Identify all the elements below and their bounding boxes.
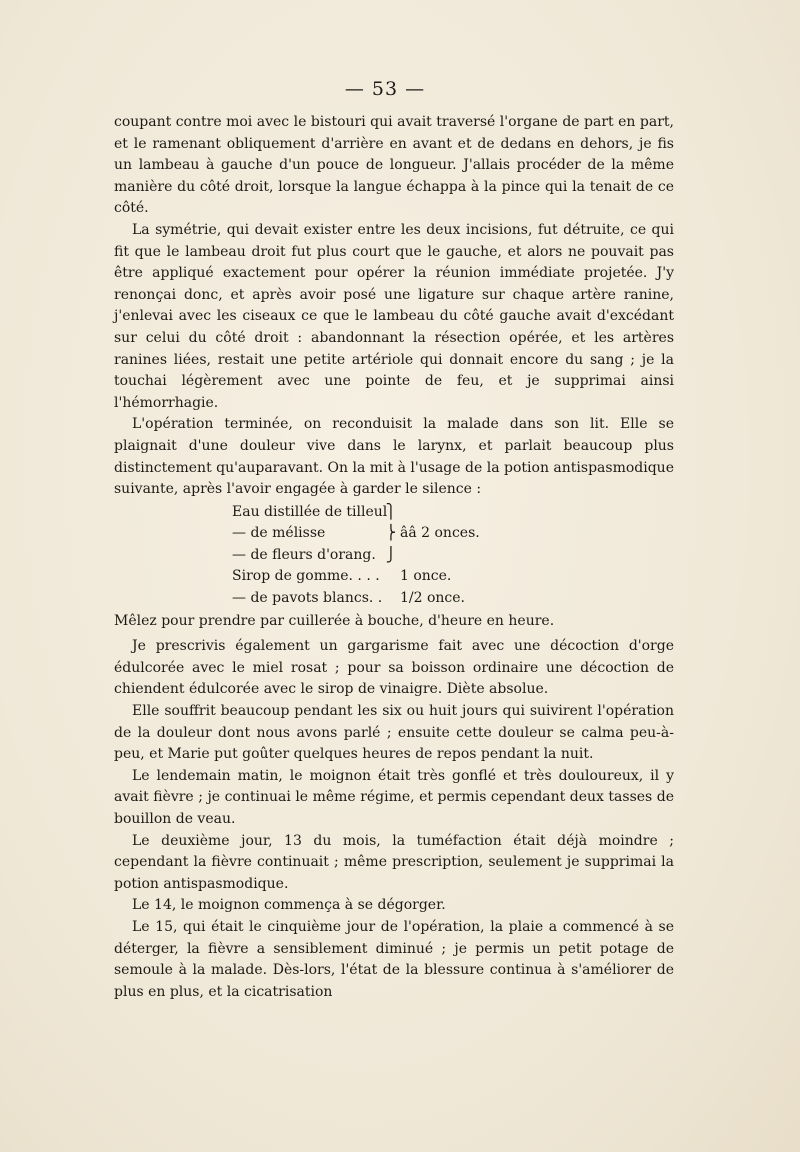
paragraph: Elle souffrit beaucoup pendant les six ou huit jours qui suivirent l'opération de la douleur dont nous avons parlé ; ensuite cette douleur se calma peu-à-peu, et Marie put goûter quelques heures de repos pendant la nuit. — [114, 703, 674, 763]
recipe-line — [232, 566, 674, 588]
recipe-quantity: 1 once. — [400, 568, 452, 585]
recipe-brace — [382, 588, 400, 610]
recipe-ingredient: Eau distillée de tilleul — [232, 503, 388, 520]
prescription-recipe — [232, 502, 674, 610]
recipe-ingredient: — de mélisse — [232, 525, 326, 542]
recipe-ingredient: — de pavots blancs. . — [232, 590, 383, 607]
paragraph: Le 14, le moignon commença à se dégorger. — [132, 897, 446, 914]
recipe-line — [232, 588, 674, 610]
paragraph: Je prescrivis également un gargarisme fait avec une décoction d'orge édulcorée avec le miel rosat ; pour sa boisson ordinaire une décoction de chiendent édulcorée avec le sirop de vinaigre. Diète absolue. — [114, 638, 674, 698]
recipe-ingredient: Sirop de gomme. . . . — [232, 568, 380, 585]
paragraph: Le deuxième jour, 13 du mois, la tuméfaction était déjà moindre ; cependant la fièvre continuait ; même prescription, seulement je supprimai la potion antispasmodique. — [114, 832, 674, 892]
recipe-line — [232, 502, 674, 524]
paragraph: coupant contre moi avec le bistouri qui avait traversé l'organe de part en part, et le ramenant obliquement d'arrière en avant et de dedans en dehors, je fis un lambeau à gauche d'un pouce de longueur. J'allais procéder de la même manière du côté droit, lorsque la langue échappa à la pince qui la tenait de ce côté. — [114, 114, 674, 217]
recipe-quantity — [400, 502, 510, 524]
recipe-brace — [382, 566, 400, 588]
paragraph: Le lendemain matin, le moignon était très gonflé et très douloureux, il y avait fièvre ; je continuai le même régime, et permis cependant deux tasses de bouillon de veau. — [114, 767, 674, 827]
paragraph: La symétrie, qui devait exister entre les deux incisions, fut détruite, ce qui fit que le lambeau droit fut plus court que le gauche, et alors ne pouvait pas être appliqué exactement pour opérer la réunion immédiate projetée. J'y renonçai donc, et après avoir posé une ligature sur chaque artère ranine, j'enlevai avec les ciseaux ce que le lambeau du côté gauche avait d'excédant sur celui du côté droit : abandonnant la résection opérée, et les artères ranines liées, restait une petite artériole qui donnait encore du sang ; je la touchai légèrement avec une pointe de feu, et je supprimai ainsi l'hémorrhagie. — [114, 221, 674, 411]
paragraph: Le 15, qui était le cinquième jour de l'opération, la plaie a commencé à se déterger, la fièvre a sensiblement diminué ; je permis un petit potage de semoule à la malade. Dès-lors, l'état de la blessure continua à s'améliorer de plus en plus, et la cicatrisation — [114, 918, 674, 1000]
recipe-quantity — [400, 545, 510, 567]
page-number: — 53 — — [344, 78, 426, 100]
recipe-line — [232, 523, 674, 545]
recipe-quantity: 1/2 once. — [400, 590, 466, 607]
body-text — [114, 112, 674, 1003]
recipe-line — [232, 545, 674, 567]
recipe-brace: ⎫ — [385, 503, 397, 520]
recipe-brace: ⎭ — [385, 546, 397, 563]
paragraph: L'opération terminée, on reconduisit la malade dans son lit. Elle se plaignait d'une douleur vive dans le larynx, et parlait beaucoup plus distinctement qu'auparavant. On la mit à l'usage de la potion antispasmodique suivante, après l'avoir engagée à garder le silence : — [114, 416, 674, 498]
recipe-instructions: Mêlez pour prendre par cuillerée à bouche, d'heure en heure. — [114, 612, 555, 629]
recipe-quantity: ââ 2 onces. — [400, 525, 480, 542]
recipe-ingredient: — de fleurs d'orang. — [232, 546, 376, 563]
recipe-brace: ⎬ — [385, 525, 397, 542]
